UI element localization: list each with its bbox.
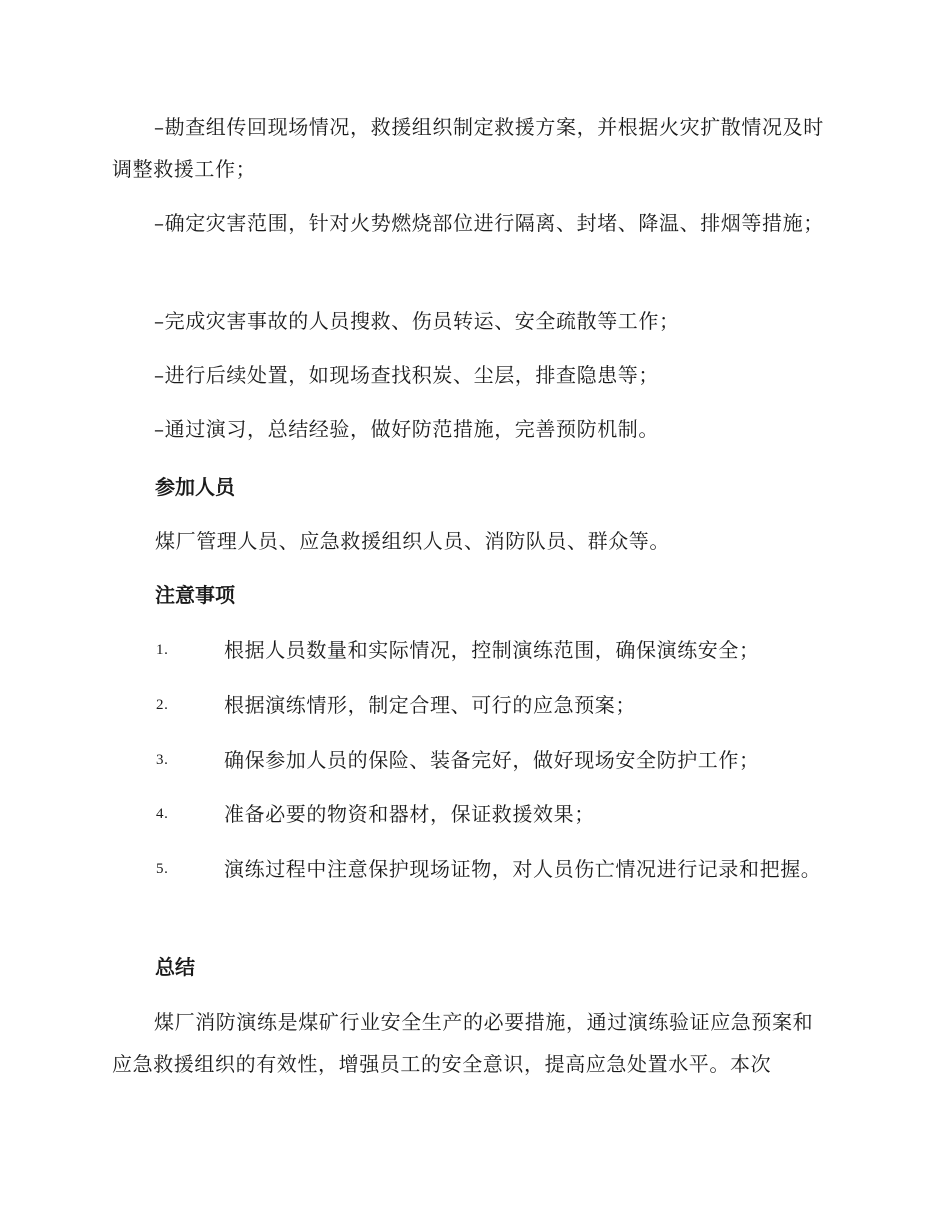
note-text: 根据演练情形，制定合理、可行的应急预案； xyxy=(224,693,636,717)
notes-heading: 注意事项 xyxy=(155,583,235,607)
note-item xyxy=(112,848,830,890)
note-text: 准备必要的物资和器材，保证救援效果； xyxy=(224,802,595,826)
bullet-item: –确定灾害范围，针对火势燃烧部位进行隔离、封堵、降温、排烟等措施； xyxy=(154,211,824,235)
summary-text: 煤厂消防演练是煤矿行业安全生产的必要措施，通过演练验证应急预案和应急救援组织的有效性，增强员工的安全意识，提高应急处置水平。本次 xyxy=(112,1010,814,1076)
bullet-item: –勘查组传回现场情况，救援组织制定救援方案，并根据火灾扩散情况及时调整救援工作； xyxy=(112,115,824,181)
participants-text: 煤厂管理人员、应急救援组织人员、消防队员、群众等。 xyxy=(155,529,670,553)
note-number: 4. xyxy=(156,806,169,822)
note-text: 根据人员数量和实际情况，控制演练范围，确保演练安全； xyxy=(224,638,760,662)
bullet-item: –通过演习，总结经验，做好防范措施，完善预防机制。 xyxy=(154,417,659,441)
participants-heading: 参加人员 xyxy=(155,475,235,499)
bullet-item: –进行后续处置，如现场查找积炭、尘层，排查隐患等； xyxy=(154,363,659,387)
note-number: 5. xyxy=(156,861,169,877)
note-text: 确保参加人员的保险、装备完好，做好现场安全防护工作； xyxy=(224,748,760,772)
note-text: 演练过程中注意保护现场证物，对人员伤亡情况进行记录和把握。 xyxy=(224,857,822,881)
note-item xyxy=(112,629,830,671)
note-number: 3. xyxy=(156,752,169,768)
bullet-item: –完成灾害事故的人员搜救、伤员转运、安全疏散等工作； xyxy=(154,309,680,333)
note-item xyxy=(112,739,830,781)
note-item xyxy=(112,793,830,835)
note-number: 1. xyxy=(156,642,169,658)
summary-heading: 总结 xyxy=(155,955,195,979)
note-number: 2. xyxy=(156,697,169,713)
note-item xyxy=(112,684,830,726)
